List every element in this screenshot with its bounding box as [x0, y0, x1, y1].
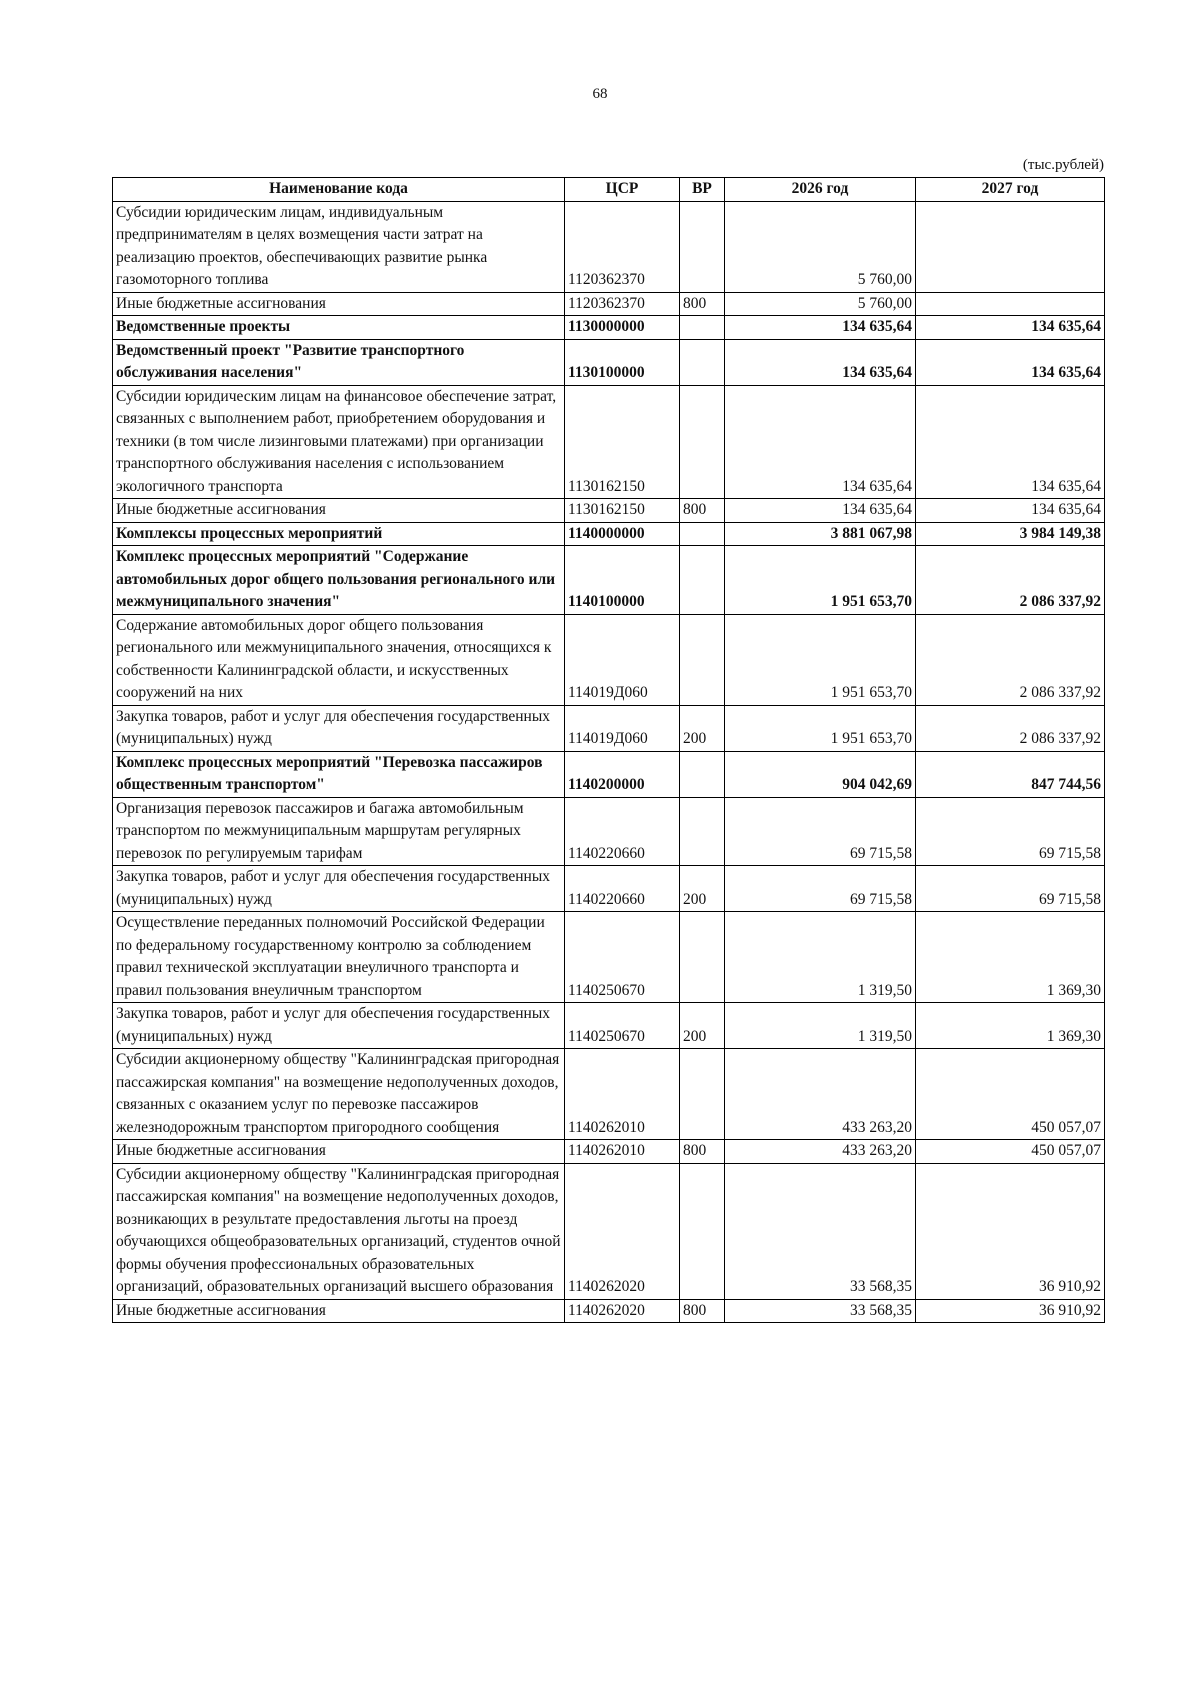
row-value-2027: 69 715,58 [916, 866, 1105, 912]
row-value-2027: 1 369,30 [916, 1003, 1105, 1049]
row-vr-code: 800 [680, 499, 725, 523]
row-value-2026: 134 635,64 [725, 339, 916, 385]
row-csr-code: 1140250670 [565, 1003, 680, 1049]
row-value-2026: 5 760,00 [725, 201, 916, 292]
table-row [113, 1003, 1105, 1049]
row-csr-code: 1140262020 [565, 1299, 680, 1323]
row-vr-code: 200 [680, 705, 725, 751]
row-vr-code [680, 316, 725, 340]
table-row [113, 316, 1105, 340]
row-value-2027: 450 057,07 [916, 1049, 1105, 1140]
header-name: Наименование кода [113, 178, 565, 202]
row-vr-code [680, 614, 725, 705]
table-row [113, 499, 1105, 523]
row-value-2027: 1 369,30 [916, 912, 1105, 1003]
table-row [113, 292, 1105, 316]
row-csr-code: 1130100000 [565, 339, 680, 385]
table-row [113, 522, 1105, 546]
table-row [113, 546, 1105, 615]
row-value-2026: 904 042,69 [725, 751, 916, 797]
row-csr-code: 1140000000 [565, 522, 680, 546]
row-name: Иные бюджетные ассигнования [113, 1299, 565, 1323]
table-row [113, 866, 1105, 912]
budget-table [112, 177, 1105, 1323]
row-value-2026: 69 715,58 [725, 797, 916, 866]
row-name: Организация перевозок пассажиров и багажа автомобильным транспортом по межмуниципальным маршрутам регулярных перевозок по регулируемым тарифам [113, 797, 565, 866]
header-2027: 2027 год [916, 178, 1105, 202]
header-vr: ВР [680, 178, 725, 202]
row-value-2026: 134 635,64 [725, 316, 916, 340]
row-value-2027: 2 086 337,92 [916, 705, 1105, 751]
table-row [113, 912, 1105, 1003]
row-name: Субсидии юридическим лицам на финансовое обеспечение затрат, связанных с выполнением работ, приобретением оборудования и техники (в том числе лизинговыми платежами) при организации транспортного обслуживания населения с использованием экологичного транспорта [113, 385, 565, 499]
row-name: Закупка товаров, работ и услуг для обеспечения государственных (муниципальных) нужд [113, 866, 565, 912]
row-csr-code: 1130000000 [565, 316, 680, 340]
row-value-2027 [916, 201, 1105, 292]
row-name: Содержание автомобильных дорог общего пользования регионального или межмуниципального значения, относящихся к собственности Калининградской области, и искусственных сооружений на них [113, 614, 565, 705]
row-value-2026: 33 568,35 [725, 1299, 916, 1323]
row-value-2026: 33 568,35 [725, 1163, 916, 1299]
row-csr-code: 114019Д060 [565, 614, 680, 705]
row-value-2027: 69 715,58 [916, 797, 1105, 866]
row-name: Комплекс процессных мероприятий "Содержание автомобильных дорог общего пользования регионального или межмуниципального значения" [113, 546, 565, 615]
table-row [113, 1140, 1105, 1164]
row-value-2026: 1 319,50 [725, 912, 916, 1003]
row-value-2027: 2 086 337,92 [916, 614, 1105, 705]
row-value-2026: 433 263,20 [725, 1140, 916, 1164]
row-vr-code [680, 339, 725, 385]
row-csr-code: 1140262020 [565, 1163, 680, 1299]
table-row [113, 614, 1105, 705]
row-value-2026: 134 635,64 [725, 499, 916, 523]
row-value-2027: 3 984 149,38 [916, 522, 1105, 546]
row-vr-code [680, 912, 725, 1003]
row-csr-code: 1140220660 [565, 866, 680, 912]
row-csr-code: 1140250670 [565, 912, 680, 1003]
row-name: Комплекс процессных мероприятий "Перевозка пассажиров общественным транспортом" [113, 751, 565, 797]
row-vr-code [680, 797, 725, 866]
row-value-2027: 36 910,92 [916, 1163, 1105, 1299]
row-value-2026: 433 263,20 [725, 1049, 916, 1140]
table-body [113, 201, 1105, 1323]
row-name: Субсидии юридическим лицам, индивидуальным предпринимателям в целях возмещения части затрат на реализацию проектов, обеспечивающих развитие рынка газомоторного топлива [113, 201, 565, 292]
table-row [113, 797, 1105, 866]
table-row [113, 339, 1105, 385]
row-value-2026: 1 319,50 [725, 1003, 916, 1049]
table-header-row [113, 178, 1105, 202]
row-vr-code: 200 [680, 866, 725, 912]
row-value-2026: 1 951 653,70 [725, 705, 916, 751]
row-name: Закупка товаров, работ и услуг для обеспечения государственных (муниципальных) нужд [113, 705, 565, 751]
row-csr-code: 114019Д060 [565, 705, 680, 751]
row-vr-code: 800 [680, 1299, 725, 1323]
row-value-2026: 69 715,58 [725, 866, 916, 912]
row-csr-code: 1140200000 [565, 751, 680, 797]
row-value-2026: 1 951 653,70 [725, 614, 916, 705]
row-name: Иные бюджетные ассигнования [113, 1140, 565, 1164]
row-csr-code: 1120362370 [565, 292, 680, 316]
table-row [113, 1299, 1105, 1323]
row-vr-code [680, 546, 725, 615]
row-name: Комплексы процессных мероприятий [113, 522, 565, 546]
page-number: 68 [592, 86, 608, 102]
row-name: Осуществление переданных полномочий Российской Федерации по федеральному государственному контролю за соблюдением правил технической эксплуатации внеуличного транспорта и правил пользования внеуличным транспортом [113, 912, 565, 1003]
table-row [113, 201, 1105, 292]
row-name: Ведомственные проекты [113, 316, 565, 340]
header-2026: 2026 год [725, 178, 916, 202]
row-value-2026: 3 881 067,98 [725, 522, 916, 546]
row-vr-code [680, 751, 725, 797]
row-csr-code: 1140220660 [565, 797, 680, 866]
table-row [113, 1049, 1105, 1140]
row-value-2027: 36 910,92 [916, 1299, 1105, 1323]
row-value-2027: 847 744,56 [916, 751, 1105, 797]
row-csr-code: 1130162150 [565, 385, 680, 499]
row-vr-code [680, 201, 725, 292]
row-csr-code: 1140100000 [565, 546, 680, 615]
row-vr-code [680, 522, 725, 546]
table-row [113, 751, 1105, 797]
row-vr-code [680, 385, 725, 499]
row-value-2027: 134 635,64 [916, 385, 1105, 499]
row-name: Иные бюджетные ассигнования [113, 499, 565, 523]
units-label: (тыс.рублей) [1022, 157, 1104, 173]
row-value-2027: 134 635,64 [916, 499, 1105, 523]
row-value-2027: 2 086 337,92 [916, 546, 1105, 615]
table-row [113, 1163, 1105, 1299]
row-name: Субсидии акционерному обществу "Калининградская пригородная пассажирская компания" на возмещение недополученных доходов, возникающих в результате предоставления льготы на проезд обучающихся общеобразовательных организаций, студентов очной формы обучения профессиональных образовательных организаций, образовательных организаций высшего образования [113, 1163, 565, 1299]
row-csr-code: 1120362370 [565, 201, 680, 292]
row-name: Ведомственный проект "Развитие транспортного обслуживания населения" [113, 339, 565, 385]
row-vr-code: 800 [680, 292, 725, 316]
row-csr-code: 1140262010 [565, 1140, 680, 1164]
row-value-2027: 450 057,07 [916, 1140, 1105, 1164]
row-value-2027 [916, 292, 1105, 316]
row-csr-code: 1130162150 [565, 499, 680, 523]
row-value-2026: 5 760,00 [725, 292, 916, 316]
row-value-2027: 134 635,64 [916, 339, 1105, 385]
row-name: Закупка товаров, работ и услуг для обеспечения государственных (муниципальных) нужд [113, 1003, 565, 1049]
row-value-2026: 1 951 653,70 [725, 546, 916, 615]
table-row [113, 705, 1105, 751]
table-row [113, 385, 1105, 499]
row-name: Субсидии акционерному обществу "Калининградская пригородная пассажирская компания" на возмещение недополученных доходов, связанных с оказанием услуг по перевозке пассажиров железнодорожным транспортом пригородного сообщения [113, 1049, 565, 1140]
row-vr-code [680, 1049, 725, 1140]
row-vr-code [680, 1163, 725, 1299]
row-name: Иные бюджетные ассигнования [113, 292, 565, 316]
row-value-2026: 134 635,64 [725, 385, 916, 499]
row-value-2027: 134 635,64 [916, 316, 1105, 340]
row-csr-code: 1140262010 [565, 1049, 680, 1140]
header-csr: ЦСР [565, 178, 680, 202]
row-vr-code: 800 [680, 1140, 725, 1164]
row-vr-code: 200 [680, 1003, 725, 1049]
